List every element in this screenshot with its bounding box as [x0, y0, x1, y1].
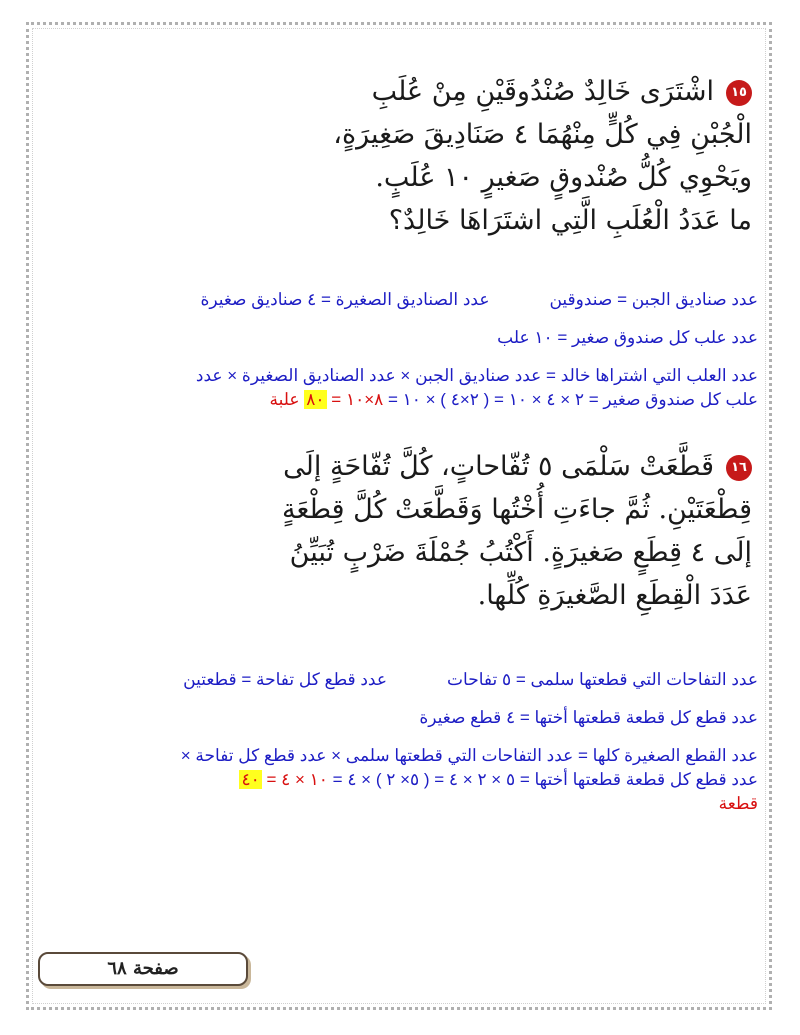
- problem-15-line-3: ويَحْوِي كُلُّ صُنْدوقٍ صَغيرٍ ١٠ عُلَبٍ.: [375, 162, 752, 193]
- problem-15-line-4: ما عَدَدُ الْعُلَبِ الَّتِي اشتَرَاهَا خَالِدٌ؟: [388, 205, 752, 236]
- problem-16-line-3: إلَى ٤ قِطَعٍ صَغيرَةٍ. أَكْتُبُ جُمْلَةَ ضَرْبٍ تُبَيِّنُ: [289, 537, 752, 568]
- page-number-label: صفحة ٦٨: [38, 952, 248, 986]
- given-small-box-count: عدد الصناديق الصغيرة = ٤ صناديق صغيرة: [200, 290, 490, 309]
- problem-15-line-2: الْجُبْنِ فِي كُلٍّ مِنْهُمَا ٤ صَنَادِيقَ صَغِيرَةٍ،: [333, 119, 752, 150]
- solution-text: علب كل صندوق صغير = ٢ × ٤ × ١٠ = ( ٢×٤ ) × ١٠ =: [388, 390, 758, 409]
- solution-step: ١٠ × ٤ =: [266, 770, 328, 789]
- given-apple-count: عدد التفاحات التي قطعتها سلمى = ٥ تفاحات: [447, 670, 758, 689]
- solution-16-row-4: [52, 768, 758, 792]
- problem-16: [282, 445, 752, 617]
- answer-unit: قطعة: [718, 794, 758, 813]
- answer-highlight: ٨٠: [306, 390, 325, 409]
- solution-15-row-4: [52, 388, 758, 412]
- problem-16-line-4: عَدَدَ الْقِطَعِ الصَّغيرَةِ كُلِّها.: [477, 580, 752, 611]
- solution-text: عدد قطع كل قطعة قطعتها أختها = ٥ × ٢ × ٤ = ( ٥× ٢ ) × ٤ =: [332, 770, 758, 789]
- answer-highlight: ٤٠: [241, 770, 260, 789]
- solution-15: [52, 288, 758, 412]
- problem-text: اشْتَرَى خَالِدٌ صُنْدُوقَيْنِ مِنْ عُلَبِ: [371, 76, 714, 107]
- problem-text: قَطَّعَتْ سَلْمَى ٥ تُفّاحاتٍ، كُلَّ تُفّاحَةٍ إلَى: [283, 451, 714, 482]
- problem-16-line-2: قِطْعَتَيْنِ. ثُمَّ جاءَتِ أُخْتُها وَقَطَّعَتْ كُلَّ قِطْعَةٍ: [281, 494, 752, 525]
- problem-number-badge: ١٦: [726, 455, 752, 481]
- solution-16: [52, 668, 758, 816]
- solution-15-row-3: عدد العلب التي اشتراها خالد = عدد صناديق الجبن × عدد الصناديق الصغيرة × عدد: [195, 366, 758, 385]
- solution-15-row-1: [52, 288, 758, 312]
- solution-15-row-2: عدد علب كل صندوق صغير = ١٠ علب: [497, 328, 758, 347]
- answer-unit: علبة: [269, 390, 300, 409]
- given-box-count: عدد صناديق الجبن = صندوقين: [549, 290, 758, 309]
- solution-16-row-3: عدد القطع الصغيرة كلها = عدد التفاحات التي قطعتها سلمى × عدد قطع كل تفاحة ×: [180, 746, 758, 765]
- solution-step: ٨×١٠ =: [331, 390, 384, 409]
- problem-16-line-1: [282, 445, 752, 488]
- problem-15: [333, 70, 752, 242]
- solution-16-row-2: عدد قطع كل قطعة قطعتها أختها = ٤ قطع صغيرة: [419, 708, 758, 727]
- problem-15-line-1: [333, 70, 752, 113]
- given-pieces-per-apple: عدد قطع كل تفاحة = قطعتين: [183, 670, 388, 689]
- problem-number-badge: ١٥: [726, 80, 752, 106]
- solution-16-row-1: [52, 668, 758, 692]
